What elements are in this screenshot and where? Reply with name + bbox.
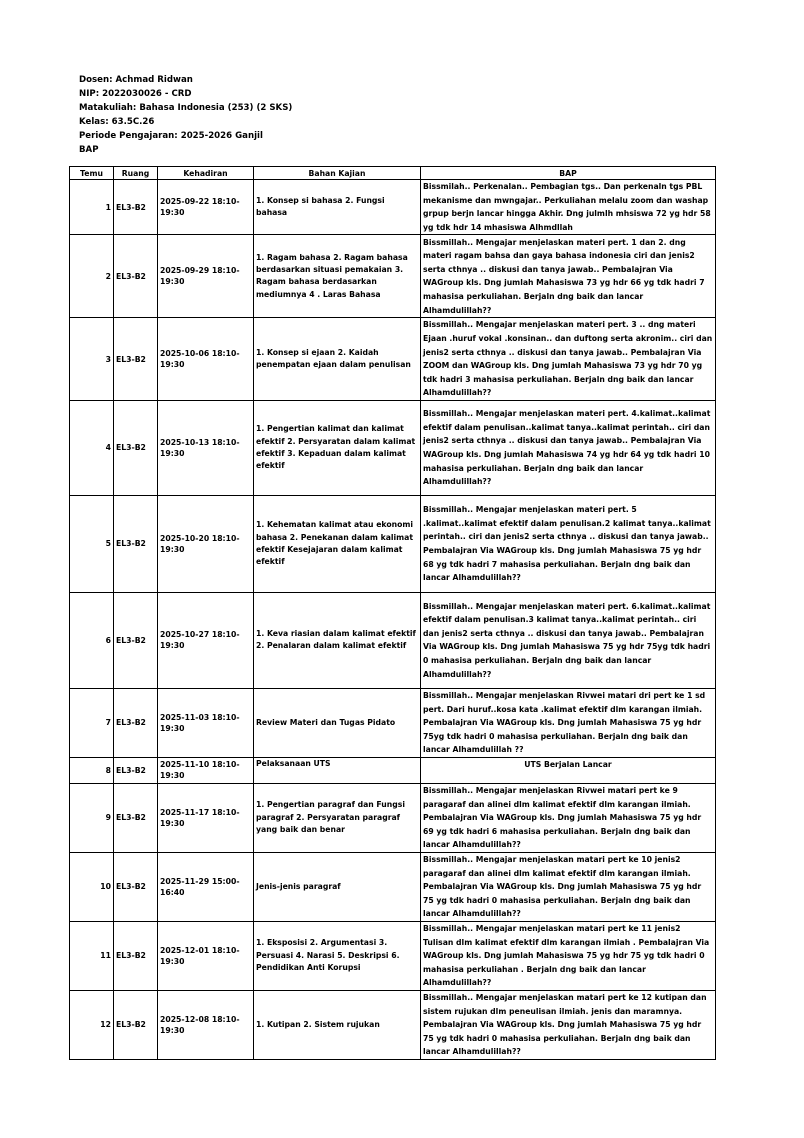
temu-cell: 2	[70, 235, 114, 318]
bahan-kajian-cell: 1. Konsep si ejaan 2. Kaidah penempatan ejaan dalam penulisan	[254, 318, 421, 401]
bap-cell: Bissmillah.. Mengajar menjelaskan Rivwei matari dri pert ke 1 sd pert. Dari huruf..kosa kata .kalimat efektif dlm karangan ilmiah. Pembalajran Via WAGroup kls. Dng jumlah Mahasiswa 75 yg hdr 75yg tdk hadri 0 mahasisa perkuliahan. Berjaln dng baik dan lancar Alhamdulillah ??	[421, 688, 716, 757]
ruang-cell: EL3-B2	[114, 235, 158, 318]
bahan-kajian-cell: 1. Keva riasian dalam kalimat efektif 2. Penalaran dalam kalimat efektif	[254, 592, 421, 688]
bap-cell: Bissmillah.. Mengajar menjelaskan matari pert ke 11 jenis2 Tulisan dlm kalimat efektif dlm karangan ilmiah . Pembalajran Via WAGroup kls. Dng jumlah Mahasiswa 75 yg hdr 75 yg tdk hadri 0 mahasisa perkuliahan . Berjaln dng baik dan lancar Alhamdulillah??	[421, 921, 716, 990]
table-header-row	[70, 167, 716, 180]
temu-cell: 7	[70, 688, 114, 757]
column-header-temu: Temu	[70, 167, 114, 180]
bahan-kajian-cell: 1. Eksposisi 2. Argumentasi 3. Persuasi 4. Narasi 5. Deskripsi 6. Pendidikan Anti Korupsi	[254, 921, 421, 990]
kehadiran-cell: 2025-09-22 18:10-19:30	[158, 180, 254, 235]
temu-cell: 3	[70, 318, 114, 401]
kehadiran-cell: 2025-10-20 18:10-19:30	[158, 495, 254, 592]
table-row	[70, 318, 716, 401]
dosen-line: Dosen: Achmad Ridwan	[79, 75, 193, 85]
bap-cell: Bissmillah.. Mengajar menjelaskan materi pert. 5 .kalimat..kalimat efektif dalam penulisan.2 kalimat tanya..kalimat perintah.. ciri dan jenis2 serta cthnya .. diskusi dan tanya jawab.. Pembalajran Via WAGroup kls. Dng jumlah Mahasiswa 75 yg hdr 68 yg tdk hadri 7 mahasisa perkuliahan. Berjaln dng baik dan lancar Alhamdulillah??	[421, 495, 716, 592]
kehadiran-cell: 2025-10-27 18:10-19:30	[158, 592, 254, 688]
header-info	[79, 74, 292, 157]
kehadiran-cell: 2025-12-08 18:10-19:30	[158, 990, 254, 1059]
table-row	[70, 495, 716, 592]
table-row	[70, 235, 716, 318]
bap-cell: Bissmillah.. Mengajar menjelaskan materi pert. 3 .. dng materi Ejaan .huruf vokal .konsinan.. dan duftong serta akronim.. ciri dan jenis2 serta cthnya .. diskusi dan tanya jawab.. Pembalajran Via ZOOM dan WAGroup kls. Dng jumlah Mahasiswa 73 yg hdr 70 yg tdk hadri 3 mahasisa perkuliahan. Berjaln dng baik dan lancar Alhamdulillah??	[421, 318, 716, 401]
temu-cell: 8	[70, 757, 114, 783]
ruang-cell: EL3-B2	[114, 783, 158, 852]
table-row	[70, 783, 716, 852]
bahan-kajian-cell: 1. Pengertian paragraf dan Fungsi paragraf 2. Persyaratan paragraf yang baik dan benar	[254, 783, 421, 852]
temu-cell: 1	[70, 180, 114, 235]
ruang-cell: EL3-B2	[114, 318, 158, 401]
bahan-kajian-cell: Pelaksanaan UTS	[254, 757, 421, 783]
table-row	[70, 688, 716, 757]
temu-cell: 11	[70, 921, 114, 990]
ruang-cell: EL3-B2	[114, 495, 158, 592]
bap-cell: Bissmillah.. Mengajar menjelaskan matari pert ke 10 jenis2 paragaraf dan alinei dlm kalimat efektif dlm karangan ilmiah. Pembalajran Via WAGroup kls. Dng jumlah Mahasiswa 75 yg hdr 75 yg tdk hadri 0 mahasisa perkuliahan. Berjaln dng baik dan lancar Alhamdulillah??	[421, 852, 716, 921]
kehadiran-cell: 2025-11-03 18:10-19:30	[158, 688, 254, 757]
kehadiran-cell: 2025-11-10 18:10-19:30	[158, 757, 254, 783]
bap-cell: Bissmillah.. Mengajar menjelaskan Rivwei matari pert ke 9 paragaraf dan alinei dlm kalimat efektif dlm karangan ilmiah. Pembalajran Via WAGroup kls. Dng jumlah Mahasiswa 75 yg hdr 69 yg tdk hadri 6 mahasisa perkuliahan. Berjaln dng baik dan lancar Alhamdulillah??	[421, 783, 716, 852]
bahan-kajian-cell: 1. Konsep si bahasa 2. Fungsi bahasa	[254, 180, 421, 235]
column-header-bahan-kajian: Bahan Kajian	[254, 167, 421, 180]
temu-cell: 5	[70, 495, 114, 592]
bap-cell: Bissmillah.. Mengajar menjelaskan materi pert. 4.kalimat..kalimat efektif dalam penulisan..kalimat tanya..kalimat perintah.. ciri dan jenis2 serta cthnya .. diskusi dan tanya jawab.. Pembalajran Via WAGroup kls. Dng jumlah Mahasiswa 74 yg hdr 64 yg tdk hadri 10 mahasisa perkuliahan. Berjaln dng baik dan lancar Alhamdulillah??	[421, 400, 716, 495]
kehadiran-cell: 2025-11-17 18:10-19:30	[158, 783, 254, 852]
kehadiran-cell: 2025-12-01 18:10-19:30	[158, 921, 254, 990]
table-row	[70, 921, 716, 990]
ruang-cell: EL3-B2	[114, 757, 158, 783]
periode-line: Periode Pengajaran: 2025-2026 Ganjil	[79, 130, 263, 141]
kehadiran-cell: 2025-09-29 18:10-19:30	[158, 235, 254, 318]
ruang-cell: EL3-B2	[114, 852, 158, 921]
bahan-kajian-cell: Review Materi dan Tugas Pidato	[254, 688, 421, 757]
kehadiran-cell: 2025-10-13 18:10-19:30	[158, 400, 254, 495]
bap-cell: Bissmillah.. Mengajar menjelaskan matari pert ke 12 kutipan dan sistem rujukan dlm peneulisan ilmiah. jenis dan maramnya. Pembalajran Via WAGroup kls. Dng jumlah Mahasiswa 75 yg hdr 75 yg tdk hadri 0 mahasisa perkuliahan. Berjaln dng baik dan lancar Alhamdulillah??	[421, 990, 716, 1059]
table-row	[70, 400, 716, 495]
bahan-kajian-cell: 1. Ragam bahasa 2. Ragam bahasa berdasarkan situasi pemakaian 3. Ragam bahasa berdasarkan mediumnya 4 . Laras Bahasa	[254, 235, 421, 318]
ruang-cell: EL3-B2	[114, 921, 158, 990]
ruang-cell: EL3-B2	[114, 400, 158, 495]
table-row	[70, 852, 716, 921]
bap-cell: Bissmilah.. Perkenalan.. Pembagian tgs.. Dan perkenaln tgs PBL mekanisme dan mwngajar.. Perkuliahan melalu zoom dan washap grpup berjn lancar hingga Akhir. Dng julmlh mhsiswa 72 yg hdr 58 yg tdk hdr 14 mhasiswa Alhmdllah	[421, 180, 716, 235]
kehadiran-cell: 2025-11-29 15:00-16:40	[158, 852, 254, 921]
kehadiran-cell: 2025-10-06 18:10-19:30	[158, 318, 254, 401]
bahan-kajian-cell: 1. Pengertian kalimat dan kalimat efektif 2. Persyaratan dalam kalimat efektif 3. Kepaduan dalam kalimat efektif	[254, 400, 421, 495]
bap-cell: Bissmillah.. Mengajar menjelaskan materi pert. 1 dan 2. dng materi ragam bahsa dan gaya bahasa indonesia ciri dan jenis2 serta cthnya .. diskusi dan tanya jawab.. Pembalajran Via WAGroup kls. Dng jumlah Mahasiswa 73 yg hdr 66 yg tdk hadri 7 mahasisa perkuliahan. Berjaln dng baik dan lancar Alhamdulillah??	[421, 235, 716, 318]
bap-cell: UTS Berjalan Lancar	[421, 757, 716, 783]
column-header-kehadiran: Kehadiran	[158, 167, 254, 180]
ruang-cell: EL3-B2	[114, 990, 158, 1059]
column-header-bap: BAP	[421, 167, 716, 180]
bahan-kajian-cell: Jenis-jenis paragraf	[254, 852, 421, 921]
temu-cell: 4	[70, 400, 114, 495]
bap-table	[69, 166, 716, 1060]
temu-cell: 6	[70, 592, 114, 688]
bahan-kajian-cell: 1. Kutipan 2. Sistem rujukan	[254, 990, 421, 1059]
nip-line: NIP: 2022030026 - CRD	[79, 88, 192, 99]
temu-cell: 10	[70, 852, 114, 921]
matakuliah-line: Matakuliah: Bahasa Indonesia (253) (2 SKS)	[79, 102, 293, 113]
ruang-cell: EL3-B2	[114, 688, 158, 757]
column-header-ruang: Ruang	[114, 167, 158, 180]
ruang-cell: EL3-B2	[114, 592, 158, 688]
table-row	[70, 180, 716, 235]
temu-cell: 12	[70, 990, 114, 1059]
bahan-kajian-cell: 1. Kehematan kalimat atau ekonomi bahasa 2. Penekanan dalam kalimat efektif Kesejajaran dalam kalimat efektif	[254, 495, 421, 592]
kelas-line: Kelas: 63.5C.26	[79, 116, 155, 127]
table-row	[70, 757, 716, 783]
table-row	[70, 592, 716, 688]
temu-cell: 9	[70, 783, 114, 852]
bap-cell: Bissmillah.. Mengajar menjelaskan materi pert. 6.kalimat..kalimat efektif dalam penulisan.3 kalimat tanya..kalimat perintah.. ciri dan jenis2 serta cthnya .. diskusi dan tanya jawab.. Pembalajran Via WAGroup kls. Dng jumlah Mahasiswa 75 yg hdr 75yg tdk hadri 0 mahasisa perkuliahan. Berjaln dng baik dan lancar Alhamdulillah??	[421, 592, 716, 688]
ruang-cell: EL3-B2	[114, 180, 158, 235]
section-title: BAP	[79, 144, 99, 155]
table-row	[70, 990, 716, 1059]
